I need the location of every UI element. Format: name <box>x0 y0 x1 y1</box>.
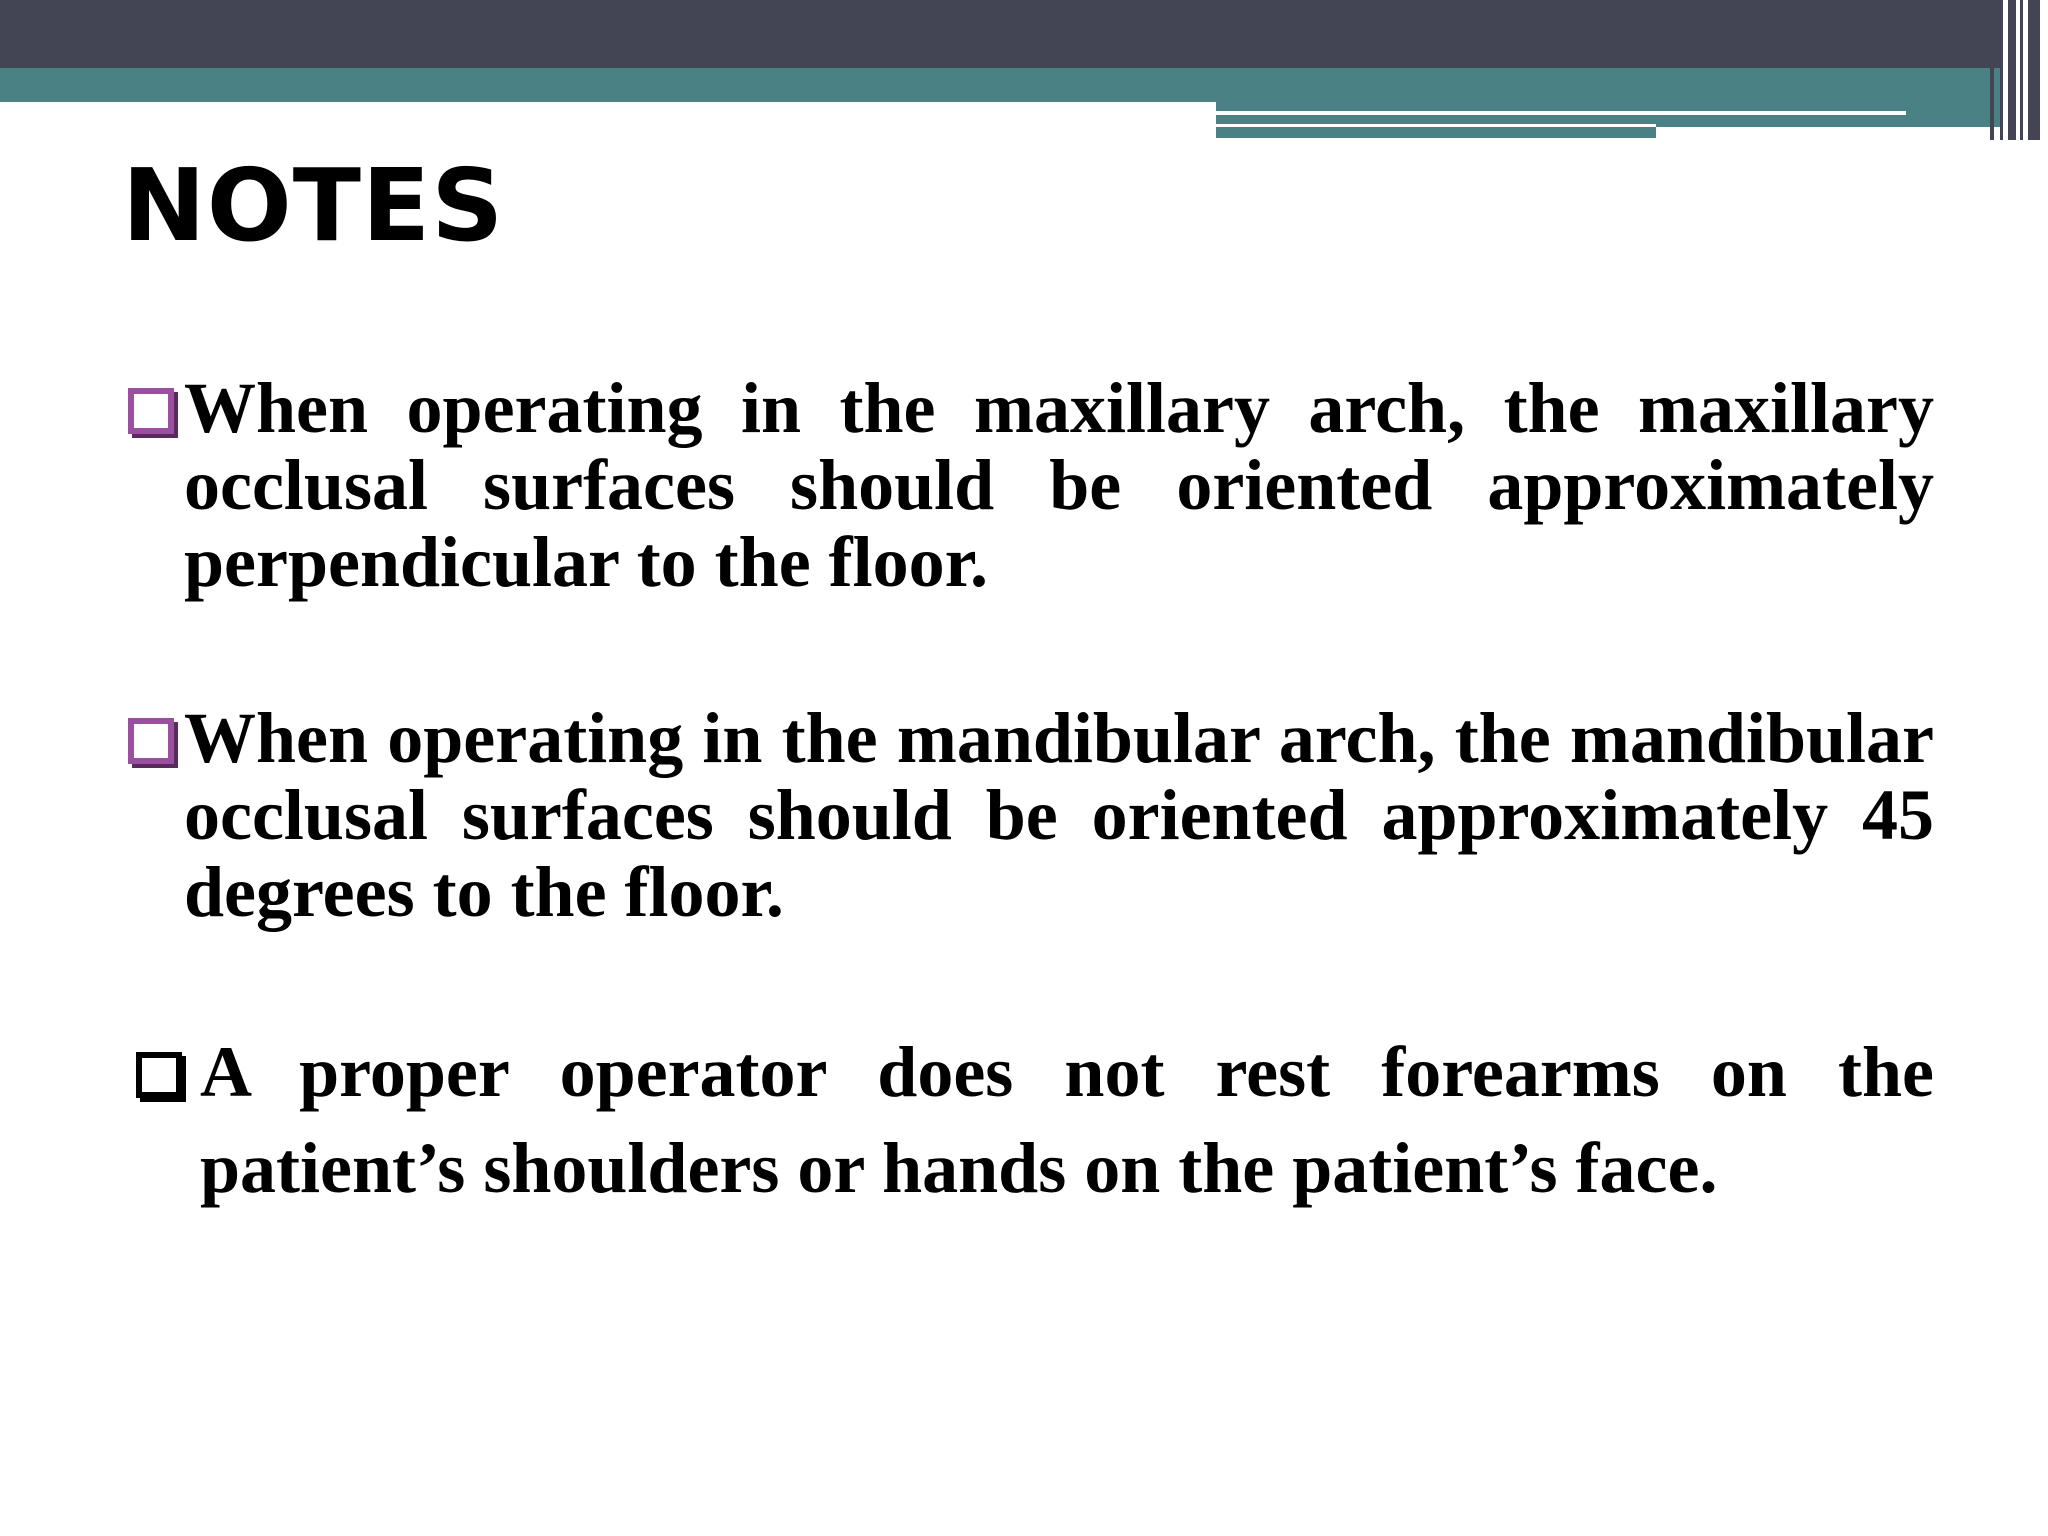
header-accent-line <box>1216 111 1906 115</box>
checkbox-bullet-icon <box>136 1052 182 1098</box>
slide-title: NOTES <box>122 147 505 264</box>
header-dark-band <box>0 0 2000 68</box>
bullet-item-3 <box>136 1024 1934 1216</box>
checkbox-bullet-icon <box>128 718 174 764</box>
header-accent-line-secondary <box>1216 124 1656 127</box>
checkbox-bullet-icon <box>128 388 174 434</box>
bullet-text: When operating in the mandibular arch, the mandibular occlusal surfaces should be oriented approximately 45 degrees to the floor. <box>184 698 1934 932</box>
bullet-text: When operating in the maxillary arch, the maxillary occlusal surfaces should be oriented approximately perpendicular to the floor. <box>184 368 1934 602</box>
bullet-item-2 <box>128 700 1934 931</box>
bullet-item-1 <box>128 370 1934 601</box>
bullet-text: A proper operator does not rest forearms on the patient’s shoulders or hands on the patient’s face. <box>200 1032 1934 1208</box>
header-tab-notch <box>1656 127 2000 138</box>
edge-stripes-decoration <box>1990 0 2048 140</box>
header-teal-band <box>0 68 2000 102</box>
